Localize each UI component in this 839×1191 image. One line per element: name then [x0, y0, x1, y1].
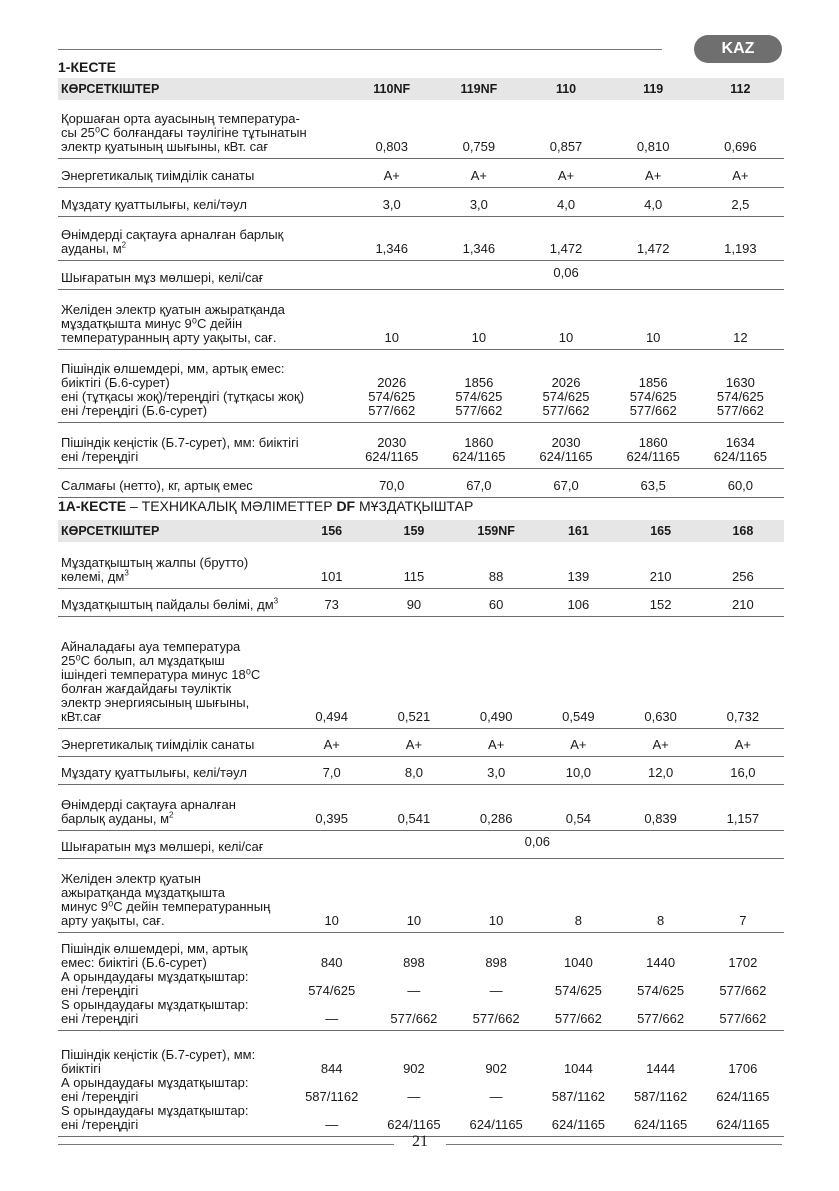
row-label: Пішіндік кеңістік (Б.7-сурет), мм: биіктігі А орындаудағы мұздатқыштар: ені /тереңдігі S орындаудағы мұздатқыштар: ені /тереңдігі [58, 1030, 291, 1136]
footer-rule-left [58, 1144, 394, 1145]
cell-value: 1,346 [435, 216, 522, 260]
cell-value: A+ [455, 728, 537, 756]
cell-value: 7 [702, 858, 784, 932]
cell-value: 2,5 [697, 187, 784, 216]
table-row [58, 468, 784, 497]
row-label: Мұздату қуаттылығы, келі/тәул [58, 756, 291, 784]
table-row [58, 616, 784, 728]
cell-value: 10 [348, 289, 435, 349]
table-row [58, 289, 784, 349]
cell-value: 1,472 [610, 216, 697, 260]
table2-caption: 1А-КЕСТЕ – ТЕХНИКАЛЫҚ МӘЛІМЕТТЕР DF МҰЗДАТҚЫШТАР [58, 498, 474, 514]
row-label: Мұздату қуаттылығы, келі/тәул [58, 187, 348, 216]
table-row [58, 784, 784, 830]
cell-value: 0,395 [291, 784, 373, 830]
cell-value: 0,759 [435, 100, 522, 158]
cell-value: A+ [697, 158, 784, 187]
cell-value: A+ [537, 728, 619, 756]
table1-model-header: 110 [522, 78, 609, 100]
table1-caption: 1-КЕСТЕ [58, 59, 116, 75]
cell-value: 1706 624/1165 624/1165 [702, 1030, 784, 1136]
table-row [58, 588, 784, 616]
table2-model-header: 159NF [455, 520, 537, 542]
cell-value: 0,54 [537, 784, 619, 830]
cell-value: 2030 624/1165 [522, 422, 609, 468]
row-label: Желіден электр қуатын ажыратқанда мұздатқышта минус 9⁰С дейін температуранның арту уақыты, сағ. [58, 858, 291, 932]
cell-value: 1040 574/625 577/662 [537, 932, 619, 1030]
cell-value: 1630 574/625 577/662 [697, 349, 784, 422]
table-row [58, 349, 784, 422]
row-label: Қоршаған орта ауасының температура- сы 25⁰С болғандағы тәулігіне тұтынатын электр қуатының шығыны, кВт. сағ [58, 100, 348, 158]
shared-value: 0,06 [291, 830, 784, 858]
table-row [58, 932, 784, 1030]
cell-value: 67,0 [435, 468, 522, 497]
cell-value: 840 574/625 — [291, 932, 373, 1030]
cell-value: 10 [373, 858, 455, 932]
table2-model-header: 156 [291, 520, 373, 542]
cell-value: 101 [291, 542, 373, 588]
cell-value: 10 [435, 289, 522, 349]
table-row [58, 542, 784, 588]
shared-value: 0,06 [348, 260, 784, 289]
cell-value: 0,494 [291, 616, 373, 728]
cell-value: 8,0 [373, 756, 455, 784]
cell-value: 88 [455, 542, 537, 588]
table-row [58, 830, 784, 858]
cell-value: 898 — 577/662 [373, 932, 455, 1030]
cell-value: 10 [455, 858, 537, 932]
cell-value: 1856 574/625 577/662 [435, 349, 522, 422]
cell-value: 0,490 [455, 616, 537, 728]
cell-value: 90 [373, 588, 455, 616]
table1 [58, 78, 784, 498]
row-label: Энергетикалық тиімділік санаты [58, 728, 291, 756]
cell-value: 2026 574/625 577/662 [348, 349, 435, 422]
cell-value: 4,0 [610, 187, 697, 216]
cell-value: 60,0 [697, 468, 784, 497]
table1-model-header: 112 [697, 78, 784, 100]
table2-model-header: 161 [537, 520, 619, 542]
cell-value: 106 [537, 588, 619, 616]
cell-value: 0,696 [697, 100, 784, 158]
cell-value: 10 [610, 289, 697, 349]
cell-value: 63,5 [610, 468, 697, 497]
cell-value: 10 [522, 289, 609, 349]
cell-value: 256 [702, 542, 784, 588]
row-label: Салмағы (нетто), кг, артық емес [58, 468, 348, 497]
cell-value: A+ [522, 158, 609, 187]
table1-model-header: 110NF [348, 78, 435, 100]
cell-value: 0,732 [702, 616, 784, 728]
cell-value: 1,472 [522, 216, 609, 260]
cell-value: 3,0 [348, 187, 435, 216]
table-row [58, 187, 784, 216]
language-badge: KAZ [694, 35, 782, 63]
cell-value: 0,286 [455, 784, 537, 830]
cell-value: 0,521 [373, 616, 455, 728]
table2-header-label: КӨРСЕТКІШТЕР [58, 520, 291, 542]
cell-value: 139 [537, 542, 619, 588]
cell-value: 10,0 [537, 756, 619, 784]
table-row [58, 260, 784, 289]
cell-value: 0,857 [522, 100, 609, 158]
cell-value: A+ [291, 728, 373, 756]
cell-value: 210 [620, 542, 702, 588]
cell-value: A+ [435, 158, 522, 187]
cell-value: 60 [455, 588, 537, 616]
row-label: Пішіндік кеңістік (Б.7-сурет), мм: биіктігі ені /тереңдігі [58, 422, 348, 468]
cell-value: 67,0 [522, 468, 609, 497]
cell-value: A+ [610, 158, 697, 187]
table2-model-header: 168 [702, 520, 784, 542]
cell-value: 210 [702, 588, 784, 616]
cell-value: 12,0 [620, 756, 702, 784]
footer-rule-right [446, 1144, 782, 1145]
cell-value: 1860 624/1165 [610, 422, 697, 468]
page-number: 21 [412, 1133, 428, 1150]
row-label: Мұздатқыштың пайдалы бөлімі, $дм^3$ [58, 588, 291, 616]
table-row [58, 858, 784, 932]
cell-value: 8 [620, 858, 702, 932]
cell-value: 902 — 624/1165 [455, 1030, 537, 1136]
cell-value: 8 [537, 858, 619, 932]
cell-value: 2026 574/625 577/662 [522, 349, 609, 422]
cell-value: 2030 624/1165 [348, 422, 435, 468]
cell-value: 898 — 577/662 [455, 932, 537, 1030]
cell-value: 1,346 [348, 216, 435, 260]
table-row [58, 1030, 784, 1136]
row-label: Өнімдерді сақтауға арналған барлық ауданы, $м^2$ [58, 784, 291, 830]
cell-value: 1856 574/625 577/662 [610, 349, 697, 422]
table2-model-header: 165 [620, 520, 702, 542]
table-row [58, 100, 784, 158]
cell-value: 0,549 [537, 616, 619, 728]
cell-value: 1634 624/1165 [697, 422, 784, 468]
row-label: Пішіндік өлшемдері, мм, артық емес: биіктігі (Б.6-сурет) ені (тұтқасы жоқ)/тереңдігі (тұтқасы жоқ) ені /тереңдігі (Б.6-сурет) [58, 349, 348, 422]
cell-value: A+ [620, 728, 702, 756]
cell-value: 1860 624/1165 [435, 422, 522, 468]
row-label: Өнімдерді сақтауға арналған барлық ауданы, $м^2$ [58, 216, 348, 260]
row-label: Энергетикалық тиімділік санаты [58, 158, 348, 187]
cell-value: 1,193 [697, 216, 784, 260]
cell-value: A+ [348, 158, 435, 187]
row-label: Желіден электр қуатын ажыратқанда мұздатқышта минус 9⁰С дейін температуранның арту уақыты, сағ. [58, 289, 348, 349]
cell-value: 1044 587/1162 624/1165 [537, 1030, 619, 1136]
cell-value: A+ [702, 728, 784, 756]
cell-value: 902 — 624/1165 [373, 1030, 455, 1136]
row-label: Шығаратын мұз мөлшері, келі/сағ [58, 260, 348, 289]
cell-value: 3,0 [455, 756, 537, 784]
cell-value: 1,157 [702, 784, 784, 830]
cell-value: 0,541 [373, 784, 455, 830]
cell-value: 0,810 [610, 100, 697, 158]
table-row [58, 216, 784, 260]
cell-value: 3,0 [435, 187, 522, 216]
cell-value: 1702 577/662 577/662 [702, 932, 784, 1030]
row-label: Айналадағы ауа температура 25⁰С болып, ал мұздатқыш ішіндегі температура минус 18⁰С болған жағдайдағы тәуліктік электр энергиясының шығыны, кВт.сағ [58, 616, 291, 728]
table-row [58, 728, 784, 756]
row-label: Мұздатқыштың жалпы (брутто) көлемі, $дм^3$ [58, 542, 291, 588]
cell-value: 0,839 [620, 784, 702, 830]
table1-model-header: 119NF [435, 78, 522, 100]
row-label: Пішіндік өлшемдері, мм, артық емес: биіктігі (Б.6-сурет) А орындаудағы мұздатқыштар: ені /тереңдігі S орындаудағы мұздатқыштар: ені /тереңдігі [58, 932, 291, 1030]
table2 [58, 520, 784, 1137]
cell-value: 7,0 [291, 756, 373, 784]
cell-value: 4,0 [522, 187, 609, 216]
cell-value: 152 [620, 588, 702, 616]
cell-value: 844 587/1162 — [291, 1030, 373, 1136]
table-row [58, 158, 784, 187]
cell-value: 1440 574/625 577/662 [620, 932, 702, 1030]
table-row [58, 422, 784, 468]
table1-header-label: КӨРСЕТКІШТЕР [58, 78, 348, 100]
cell-value: 12 [697, 289, 784, 349]
cell-value: 73 [291, 588, 373, 616]
cell-value: 16,0 [702, 756, 784, 784]
cell-value: 0,803 [348, 100, 435, 158]
cell-value: 10 [291, 858, 373, 932]
table1-model-header: 119 [610, 78, 697, 100]
cell-value: 70,0 [348, 468, 435, 497]
table-row [58, 756, 784, 784]
table2-model-header: 159 [373, 520, 455, 542]
top-rule [58, 49, 662, 50]
cell-value: 115 [373, 542, 455, 588]
cell-value: A+ [373, 728, 455, 756]
cell-value: 0,630 [620, 616, 702, 728]
cell-value: 1444 587/1162 624/1165 [620, 1030, 702, 1136]
row-label: Шығаратын мұз мөлшері, келі/сағ [58, 830, 291, 858]
